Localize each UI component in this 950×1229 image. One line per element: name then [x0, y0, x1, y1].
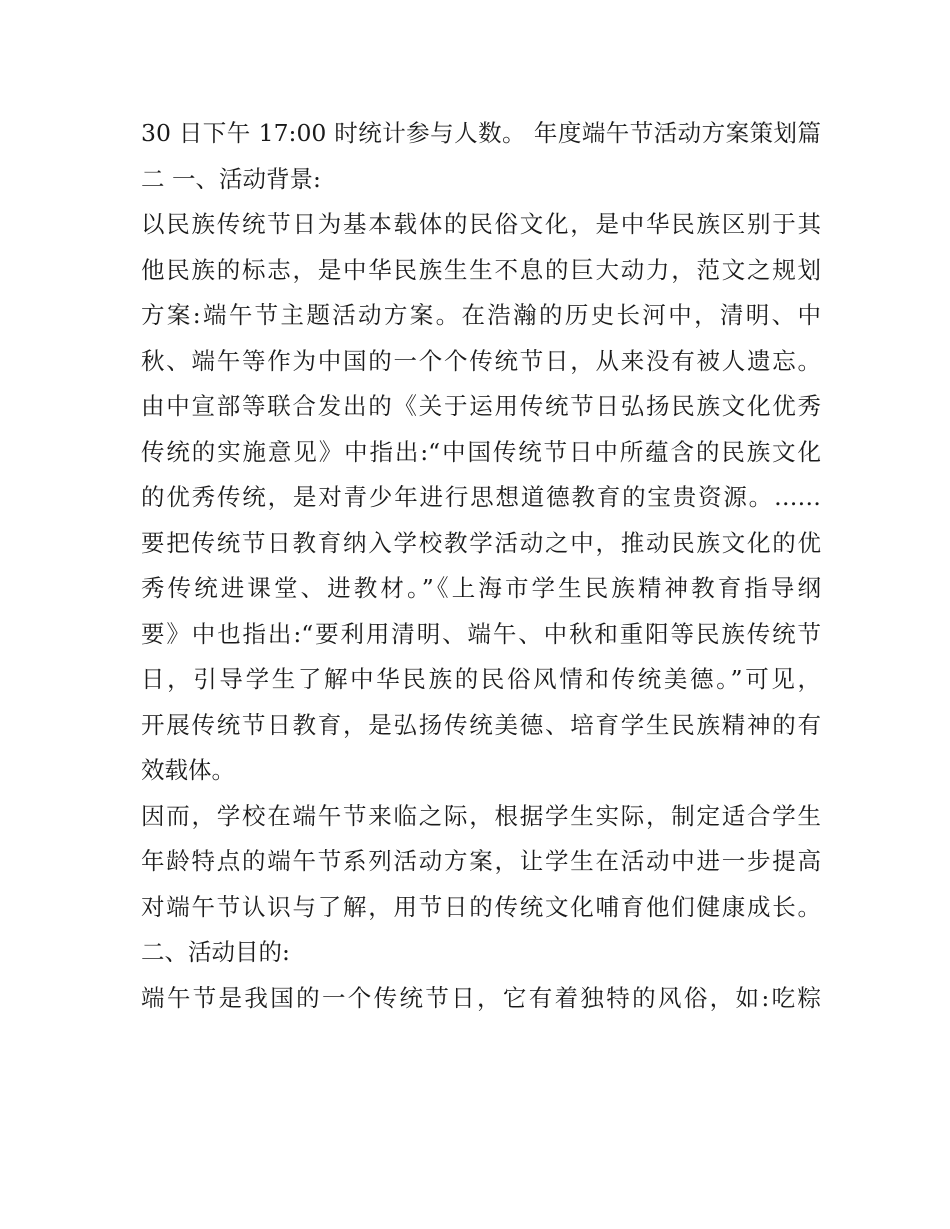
text-line: 年龄特点的端午节系列活动方案，让学生在活动中进一步提高	[141, 847, 821, 875]
text-line: 的优秀传统，是对青少年进行思想道德教育的宝贵资源。……	[141, 483, 821, 511]
text-line: 要》中也指出:“要利用清明、端午、中秋和重阳等民族传统节	[141, 619, 821, 648]
text-line: 要把传统节日教育纳入学校教学活动之中，推动民族文化的优	[141, 528, 821, 557]
text-line: 因而，学校在端午节来临之际，根据学生实际，制定适合学生	[141, 801, 821, 830]
text-line: 传统的实施意见》中指出:“中国传统节日中所蕴含的民族文化	[141, 437, 821, 466]
text-line: 端午节是我国的一个传统节日，它有着独特的风俗，如:吃粽	[141, 983, 821, 1012]
text-line: 对端午节认识与了解，用节日的传统文化哺育他们健康成长。	[141, 892, 821, 921]
text-line: 秋、端午等作为中国的一个个传统节日，从来没有被人遗忘。	[141, 346, 821, 375]
text-line: 二、活动目的:	[141, 938, 290, 966]
text-line: 开展传统节日教育，是弘扬传统美德、培育学生民族精神的有	[141, 710, 821, 739]
text-line: 30 日下午 17:00 时统计参与人数。 年度端午节活动方案策划篇	[141, 119, 821, 147]
text-line: 他民族的标志，是中华民族生生不息的巨大动力，范文之规划	[141, 255, 821, 284]
text-line: 方案:端午节主题活动方案。在浩瀚的历史长河中，清明、中	[141, 301, 821, 329]
text-line: 由中宣部等联合发出的《关于运用传统节日弘扬民族文化优秀	[141, 392, 821, 420]
text-line: 二 一、活动背景:	[141, 164, 321, 193]
text-line: 秀传统进课堂、进教材。”《上海市学生民族精神教育指导纲	[141, 574, 821, 602]
text-line: 效载体。	[141, 756, 235, 784]
document-body	[141, 111, 821, 1021]
text-line: 以民族传统节日为基本载体的民俗文化，是中华民族区别于其	[141, 210, 821, 238]
text-line: 日，引导学生了解中华民族的民俗风情和传统美德。”可见，	[141, 665, 821, 693]
